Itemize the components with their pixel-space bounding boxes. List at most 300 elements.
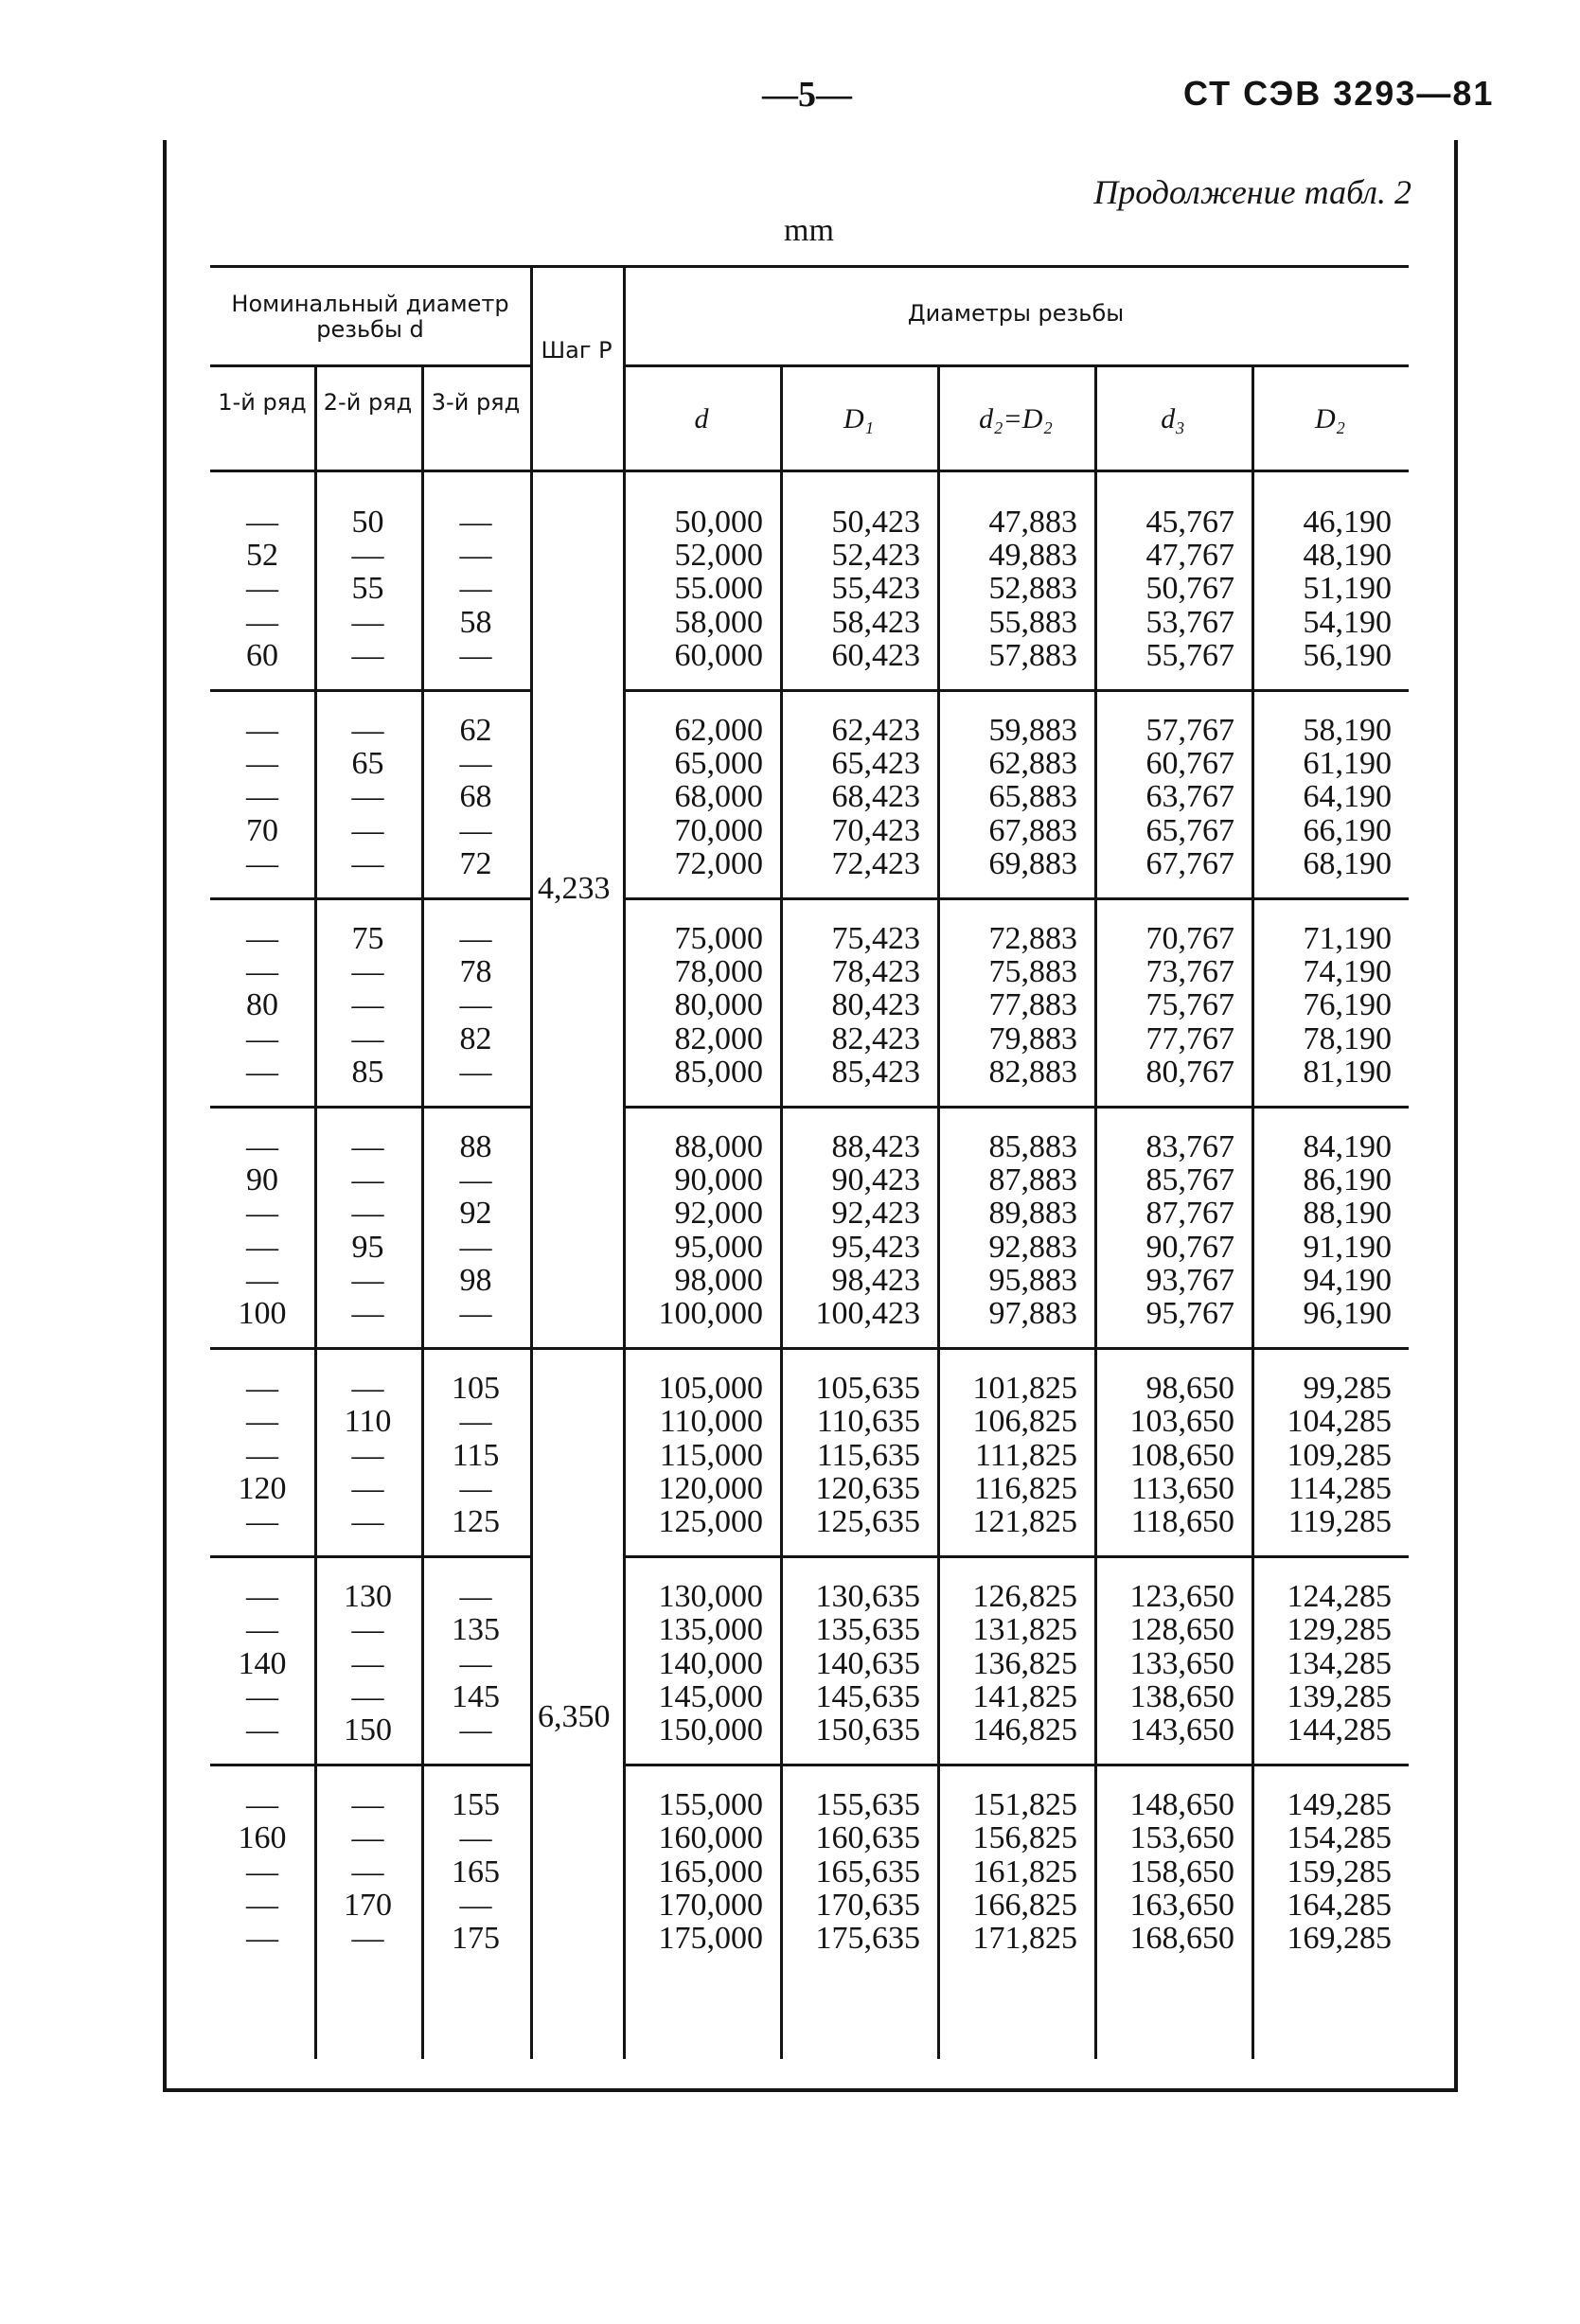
diameter-D1-cell: 135,635 (815, 1612, 920, 1648)
diameter-D1-cell: 160,635 (815, 1820, 920, 1856)
diameter-D1-cell: 90,423 (831, 1162, 920, 1198)
nominal-row1-cell: — (246, 713, 278, 748)
nominal-row3-cell: 175 (452, 1921, 500, 1956)
diameter-d-cell: 75,000 (674, 921, 763, 956)
diameter-d-cell: 170,000 (658, 1887, 763, 1923)
diameter-d3-cell: 85,767 (1145, 1162, 1234, 1198)
nominal-row3-cell: 82 (459, 1020, 492, 1056)
nominal-row2-cell: — (351, 954, 384, 990)
nominal-row2-cell: — (351, 1645, 384, 1681)
nominal-row2-cell: — (351, 713, 384, 748)
diameter-D1-cell: 115,635 (816, 1437, 920, 1473)
diameter-d-cell: 98,000 (674, 1262, 763, 1298)
diameter-d3-cell: 70,767 (1145, 921, 1234, 956)
diameter-d3-cell: 123,650 (1129, 1579, 1234, 1615)
diameter-d3-cell: 55,767 (1145, 637, 1234, 673)
diameter-D2-cell: 84,190 (1303, 1129, 1392, 1164)
nominal-row1-cell: 60 (246, 637, 278, 673)
diameter-D1-cell: 72,423 (831, 845, 920, 881)
group-divider-diameters (623, 689, 1409, 692)
diameter-D2-cell: 64,190 (1303, 779, 1392, 815)
diameter-D1-cell: 62,423 (831, 713, 920, 748)
diameter-D1-cell: 65,423 (831, 746, 920, 782)
diameter-D2-cell: 86,190 (1303, 1162, 1392, 1198)
header-d2-D2: d₂=D₂ (979, 403, 1053, 435)
diameter-d3-cell: 57,767 (1145, 713, 1234, 748)
group-divider-nominal (210, 897, 530, 900)
diameter-d-cell: 120,000 (658, 1470, 763, 1506)
nominal-row2-cell: — (351, 1787, 384, 1823)
group-divider-nominal (210, 1555, 530, 1558)
diameter-D1-cell: 75,423 (831, 921, 920, 956)
diameter-D2-cell: 124,285 (1287, 1579, 1392, 1615)
diameter-d3-cell: 45,767 (1145, 505, 1234, 540)
diameter-D2-cell: 109,285 (1287, 1437, 1392, 1473)
diameter-D1-cell: 140,635 (815, 1645, 920, 1681)
diameter-d3-cell: 168,650 (1129, 1921, 1234, 1956)
diameter-D1-cell: 165,635 (815, 1854, 920, 1889)
nominal-row1-cell: — (246, 845, 278, 881)
diameter-d2-cell: 69,883 (988, 845, 1077, 881)
diameter-d2-cell: 89,883 (988, 1196, 1077, 1232)
nominal-row3-cell: 115 (452, 1437, 500, 1473)
diameter-d3-cell: 73,767 (1145, 954, 1234, 990)
diameter-d3-cell: 75,767 (1145, 987, 1234, 1023)
unit-label: mm (784, 213, 834, 248)
diameter-d2-cell: 49,883 (988, 538, 1077, 574)
header-row-3: 3-й ряд (431, 389, 521, 416)
diameter-d2-cell: 52,883 (988, 571, 1077, 607)
nominal-row2-cell: — (351, 1162, 384, 1198)
nominal-row3-cell: 58 (459, 604, 492, 640)
diameter-D1-cell: 105,635 (815, 1371, 920, 1407)
nominal-row1-cell: 100 (238, 1296, 287, 1331)
diameter-d-cell: 65,000 (674, 746, 763, 782)
nominal-row3-cell: — (459, 1470, 492, 1506)
diameter-D1-cell: 145,635 (815, 1678, 920, 1714)
header-D1: D₁ (843, 403, 875, 435)
nominal-row1-cell: — (246, 604, 278, 640)
nominal-row1-cell: — (246, 1887, 278, 1923)
diameter-d3-cell: 63,767 (1145, 779, 1234, 815)
table-caption: Продолжение табл. 2 (1093, 173, 1411, 211)
diameter-D1-cell: 120,635 (815, 1470, 920, 1506)
diameter-D1-cell: 170,635 (815, 1887, 920, 1923)
diameter-d-cell: 105,000 (658, 1371, 763, 1407)
diameter-D2-cell: 114,285 (1287, 1470, 1392, 1506)
nominal-row1-cell: — (246, 1054, 278, 1090)
nominal-row3-cell: 135 (452, 1612, 500, 1648)
diameter-D2-cell: 169,285 (1287, 1921, 1392, 1956)
nominal-row3-cell: — (459, 1645, 492, 1681)
diameter-d2-cell: 67,883 (988, 812, 1077, 848)
diameter-d3-cell: 128,650 (1129, 1612, 1234, 1648)
nominal-row1-cell: 160 (238, 1820, 287, 1856)
diameter-D2-cell: 88,190 (1303, 1196, 1392, 1232)
nominal-row2-cell: 110 (344, 1404, 392, 1440)
nominal-row1-cell: 52 (246, 538, 278, 574)
diameter-d2-cell: 171,825 (972, 1921, 1077, 1956)
group-divider-diameters (623, 897, 1409, 900)
col-sep-nominal-left (530, 265, 533, 2059)
nominal-row3-cell: 88 (459, 1129, 492, 1164)
nominal-row3-cell: — (459, 1229, 492, 1265)
diameter-d-cell: 140,000 (658, 1645, 763, 1681)
nominal-row1-cell: — (246, 779, 278, 815)
header-D2: D₂ (1314, 403, 1346, 435)
diameter-d3-cell: 83,767 (1145, 1129, 1234, 1164)
diameter-d3-cell: 163,650 (1129, 1887, 1234, 1923)
table-header-rule (210, 470, 1409, 472)
diameter-d2-cell: 79,883 (988, 1020, 1077, 1056)
diameter-d2-cell: 106,825 (972, 1404, 1077, 1440)
diameter-d3-cell: 153,650 (1129, 1820, 1234, 1856)
diameter-D2-cell: 48,190 (1303, 538, 1392, 574)
nominal-row3-cell: — (459, 1887, 492, 1923)
nominal-row1-cell: — (246, 1921, 278, 1956)
diameter-d3-cell: 60,767 (1145, 746, 1234, 782)
diameter-D1-cell: 80,423 (831, 987, 920, 1023)
diameter-d2-cell: 126,825 (972, 1579, 1077, 1615)
diameter-d-cell: 92,000 (674, 1196, 763, 1232)
diameter-D2-cell: 68,190 (1303, 845, 1392, 881)
diameter-d-cell: 155,000 (658, 1787, 763, 1823)
diameter-d2-cell: 85,883 (988, 1129, 1077, 1164)
diameter-D2-cell: 51,190 (1303, 571, 1392, 607)
diameter-d2-cell: 57,883 (988, 637, 1077, 673)
diameter-D1-cell: 82,423 (831, 1020, 920, 1056)
nominal-row3-cell: 78 (459, 954, 492, 990)
nominal-row1-cell: — (246, 571, 278, 607)
diameter-d3-cell: 53,767 (1145, 604, 1234, 640)
nominal-row3-cell: — (459, 746, 492, 782)
diameter-d3-cell: 113,650 (1130, 1470, 1234, 1506)
diameter-D1-cell: 175,635 (815, 1921, 920, 1956)
nominal-row1-cell: — (246, 505, 278, 540)
nominal-row1-cell: — (246, 1404, 278, 1440)
nominal-row2-cell: — (351, 1262, 384, 1298)
nominal-row2-cell: — (351, 1371, 384, 1407)
nominal-row3-cell: — (459, 1054, 492, 1090)
diameter-d3-cell: 95,767 (1145, 1296, 1234, 1331)
diameter-D1-cell: 130,635 (815, 1579, 920, 1615)
diameter-D2-cell: 61,190 (1303, 746, 1392, 782)
nominal-row2-cell: — (351, 637, 384, 673)
diameter-D1-cell: 60,423 (831, 637, 920, 673)
diameter-d2-cell: 55,883 (988, 604, 1077, 640)
nominal-row1-cell: — (246, 1437, 278, 1473)
diameter-d2-cell: 136,825 (972, 1645, 1077, 1681)
diameter-D1-cell: 70,423 (831, 812, 920, 848)
group-divider-nominal (210, 1347, 530, 1350)
diameter-D2-cell: 46,190 (1303, 505, 1392, 540)
diameter-D2-cell: 149,285 (1287, 1787, 1392, 1823)
nominal-row2-cell: 85 (351, 1054, 384, 1090)
nominal-row3-cell: 145 (452, 1678, 500, 1714)
diameter-d2-cell: 75,883 (988, 954, 1077, 990)
nominal-row2-cell: — (351, 845, 384, 881)
nominal-row3-cell: — (459, 1712, 492, 1747)
diameter-d2-cell: 77,883 (988, 987, 1077, 1023)
nominal-row1-cell: 80 (246, 987, 278, 1023)
nominal-row2-cell: — (351, 1437, 384, 1473)
diameter-d2-cell: 166,825 (972, 1887, 1077, 1923)
diameter-D2-cell: 81,190 (1303, 1054, 1392, 1090)
pitch-value: 4,233 (538, 871, 611, 906)
diameter-d3-cell: 90,767 (1145, 1229, 1234, 1265)
diameter-d-cell: 175,000 (658, 1921, 763, 1956)
diameter-D2-cell: 134,285 (1287, 1645, 1392, 1681)
diameter-d2-cell: 62,883 (988, 746, 1077, 782)
diameter-d-cell: 60,000 (674, 637, 763, 673)
diameter-d3-cell: 108,650 (1129, 1437, 1234, 1473)
diameter-d2-cell: 97,883 (988, 1296, 1077, 1331)
diameter-d-cell: 130,000 (658, 1579, 763, 1615)
nominal-row1-cell: — (246, 1579, 278, 1615)
table-top-rule (210, 265, 1409, 268)
diameter-d2-cell: 92,883 (988, 1229, 1077, 1265)
diameter-D2-cell: 144,285 (1287, 1712, 1392, 1747)
diameter-D2-cell: 78,190 (1303, 1020, 1392, 1056)
nominal-row3-cell: 98 (459, 1262, 492, 1298)
nominal-row1-cell: — (246, 1262, 278, 1298)
nominal-row1-cell: 70 (246, 812, 278, 848)
nominal-row3-cell: 155 (452, 1787, 500, 1823)
diameter-D2-cell: 96,190 (1303, 1296, 1392, 1331)
diameter-d3-cell: 87,767 (1145, 1196, 1234, 1232)
diameter-d-cell: 88,000 (674, 1129, 763, 1164)
diameter-d-cell: 115,000 (659, 1437, 763, 1473)
nominal-row1-cell: — (246, 746, 278, 782)
nominal-row2-cell: 55 (351, 571, 384, 607)
pitch-divider (530, 1347, 623, 1350)
group-divider-nominal (210, 1106, 530, 1109)
nominal-row2-cell: — (351, 1296, 384, 1331)
diameter-D1-cell: 50,423 (831, 505, 920, 540)
diameter-D1-cell: 125,635 (815, 1504, 920, 1539)
nominal-row1-cell: — (246, 1196, 278, 1232)
nominal-row3-cell: 165 (452, 1854, 500, 1889)
diameter-d2-cell: 59,883 (988, 713, 1077, 748)
diameter-d3-cell: 98,650 (1145, 1371, 1234, 1407)
diameter-d2-cell: 72,883 (988, 921, 1077, 956)
diameter-D1-cell: 52,423 (831, 538, 920, 574)
nominal-row3-cell: — (459, 1820, 492, 1856)
diameter-D2-cell: 99,285 (1303, 1371, 1392, 1407)
nominal-row1-cell: — (246, 954, 278, 990)
diameter-d2-cell: 82,883 (988, 1054, 1077, 1090)
group-divider-diameters (623, 1764, 1409, 1766)
diameter-D2-cell: 139,285 (1287, 1678, 1392, 1714)
diameter-D1-cell: 55,423 (831, 571, 920, 607)
diameter-d2-cell: 131,825 (972, 1612, 1077, 1648)
nominal-row1-cell: — (246, 1229, 278, 1265)
nominal-row2-cell: 130 (344, 1579, 392, 1615)
nominal-row2-cell: — (351, 604, 384, 640)
header-pitch: Шаг P (541, 337, 612, 364)
diameter-d-cell: 165,000 (658, 1854, 763, 1889)
diameter-d-cell: 80,000 (674, 987, 763, 1023)
nominal-row2-cell: — (351, 1921, 384, 1956)
diameter-D2-cell: 94,190 (1303, 1262, 1392, 1298)
page-number: —5— (762, 75, 852, 115)
group-divider-nominal (210, 1764, 530, 1766)
nominal-row3-cell: — (459, 1404, 492, 1440)
diameter-d3-cell: 143,650 (1129, 1712, 1234, 1747)
nominal-row3-cell: 92 (459, 1196, 492, 1232)
diameter-D2-cell: 76,190 (1303, 987, 1392, 1023)
diameter-d3-cell: 133,650 (1129, 1645, 1234, 1681)
diameter-D1-cell: 100,423 (815, 1296, 920, 1331)
diameter-d-cell: 58,000 (674, 604, 763, 640)
diameter-d-cell: 95,000 (674, 1229, 763, 1265)
nominal-row2-cell: — (351, 812, 384, 848)
diameter-D1-cell: 85,423 (831, 1054, 920, 1090)
diameter-d-cell: 135,000 (658, 1612, 763, 1648)
diameter-d2-cell: 141,825 (972, 1678, 1077, 1714)
diameter-d-cell: 100,000 (658, 1296, 763, 1331)
nominal-row2-cell: 95 (351, 1229, 384, 1265)
diameter-d-cell: 82,000 (674, 1020, 763, 1056)
nominal-row3-cell: 125 (452, 1504, 500, 1539)
nominal-row2-cell: 65 (351, 746, 384, 782)
nominal-row1-cell: — (246, 1504, 278, 1539)
nominal-row3-cell: — (459, 1579, 492, 1615)
diameter-D1-cell: 88,423 (831, 1129, 920, 1164)
diameter-D1-cell: 155,635 (815, 1787, 920, 1823)
diameter-D2-cell: 159,285 (1287, 1854, 1392, 1889)
diameter-D1-cell: 78,423 (831, 954, 920, 990)
nominal-row2-cell: — (351, 1196, 384, 1232)
header-d: d (694, 403, 709, 435)
group-divider-nominal (210, 689, 530, 692)
diameter-d2-cell: 146,825 (972, 1712, 1077, 1747)
diameter-d3-cell: 67,767 (1145, 845, 1234, 881)
header-row-2: 2-й ряд (323, 389, 413, 416)
diameter-d3-cell: 158,650 (1129, 1854, 1234, 1889)
nominal-row3-cell: — (459, 637, 492, 673)
diameter-d3-cell: 65,767 (1145, 812, 1234, 848)
diameter-D2-cell: 54,190 (1303, 604, 1392, 640)
diameter-d2-cell: 156,825 (972, 1820, 1077, 1856)
diameter-d-cell: 72,000 (674, 845, 763, 881)
diameter-d-cell: 62,000 (674, 713, 763, 748)
diameter-D2-cell: 71,190 (1303, 921, 1392, 956)
diameter-d-cell: 125,000 (658, 1504, 763, 1539)
diameter-d-cell: 110,000 (659, 1404, 763, 1440)
nominal-row2-cell: 150 (344, 1712, 392, 1747)
nominal-row1-cell: — (246, 1712, 278, 1747)
diameter-D2-cell: 74,190 (1303, 954, 1392, 990)
nominal-row3-cell: — (459, 1162, 492, 1198)
diameter-D2-cell: 56,190 (1303, 637, 1392, 673)
diameter-d2-cell: 101,825 (972, 1371, 1077, 1407)
nominal-row1-cell: 120 (238, 1470, 287, 1506)
nominal-row3-cell: 62 (459, 713, 492, 748)
group-divider-diameters (623, 1555, 1409, 1558)
nominal-row2-cell: — (351, 1020, 384, 1056)
diameter-D2-cell: 104,285 (1287, 1404, 1392, 1440)
diameter-d2-cell: 47,883 (988, 505, 1077, 540)
nominal-row1-cell: — (246, 1371, 278, 1407)
diameters-subrule (623, 364, 1409, 367)
nominal-row2-cell: 170 (344, 1887, 392, 1923)
diameter-d-cell: 145,000 (658, 1678, 763, 1714)
nominal-row1-cell: 140 (238, 1645, 287, 1681)
nominal-row3-cell: 68 (459, 779, 492, 815)
diameter-D1-cell: 58,423 (831, 604, 920, 640)
nominal-row3-cell: — (459, 812, 492, 848)
nominal-row2-cell: 75 (351, 921, 384, 956)
nominal-row1-cell: 90 (246, 1162, 278, 1198)
diameter-d-cell: 68,000 (674, 779, 763, 815)
diameter-D2-cell: 154,285 (1287, 1820, 1392, 1856)
diameter-d3-cell: 138,650 (1129, 1678, 1234, 1714)
diameter-D1-cell: 98,423 (831, 1262, 920, 1298)
diameter-d3-cell: 80,767 (1145, 1054, 1234, 1090)
nominal-row3-cell: — (459, 987, 492, 1023)
group-divider-diameters (623, 1106, 1409, 1109)
nominal-row2-cell: — (351, 1470, 384, 1506)
nominal-row3-cell: — (459, 921, 492, 956)
diameter-D1-cell: 92,423 (831, 1196, 920, 1232)
nominal-row2-cell: 50 (351, 505, 384, 540)
nominal-row2-cell: — (351, 1612, 384, 1648)
diameter-d-cell: 70,000 (674, 812, 763, 848)
diameter-D2-cell: 91,190 (1303, 1229, 1392, 1265)
header-thread-diameters: Диаметры резьбы (907, 300, 1125, 327)
nominal-row3-cell: — (459, 505, 492, 540)
header-nominal-diameter: Номинальный диаметр резьбы d (231, 291, 509, 343)
nominal-row1-cell: — (246, 1020, 278, 1056)
diameter-d-cell: 78,000 (674, 954, 763, 990)
diameter-D1-cell: 95,423 (831, 1229, 920, 1265)
pitch-value: 6,350 (538, 1699, 611, 1734)
nominal-row3-cell: — (459, 1296, 492, 1331)
standard-code: СТ СЭВ 3293—81 (1183, 74, 1495, 113)
diameter-d-cell: 160,000 (658, 1820, 763, 1856)
diameter-d2-cell: 87,883 (988, 1162, 1077, 1198)
diameter-d2-cell: 111,825 (975, 1437, 1077, 1473)
nominal-row2-cell: — (351, 538, 384, 574)
nominal-row3-cell: 72 (459, 845, 492, 881)
nominal-row1-cell: — (246, 1129, 278, 1164)
nominal-row3-cell: — (459, 571, 492, 607)
diameter-d3-cell: 50,767 (1145, 571, 1234, 607)
diameter-d2-cell: 121,825 (972, 1504, 1077, 1539)
nominal-row2-cell: — (351, 1129, 384, 1164)
diameter-d-cell: 90,000 (674, 1162, 763, 1198)
nominal-row1-cell: — (246, 1787, 278, 1823)
nominal-row1-cell: — (246, 1854, 278, 1889)
diameter-D1-cell: 68,423 (831, 779, 920, 815)
diameter-d-cell: 50,000 (674, 505, 763, 540)
diameter-d-cell: 150,000 (658, 1712, 763, 1747)
diameter-d-cell: 85,000 (674, 1054, 763, 1090)
header-row-1: 1-й ряд (218, 389, 307, 416)
nominal-row3-cell: — (459, 538, 492, 574)
nominal-row2-cell: — (351, 987, 384, 1023)
diameter-d2-cell: 116,825 (973, 1470, 1077, 1506)
group-divider-diameters (623, 1347, 1409, 1350)
nominal-subrule (210, 364, 530, 367)
nominal-row1-cell: — (246, 1612, 278, 1648)
nominal-row3-cell: 105 (452, 1371, 500, 1407)
diameter-D1-cell: 110,635 (816, 1404, 920, 1440)
header-d3: d₃ (1161, 403, 1185, 435)
diameter-D2-cell: 119,285 (1287, 1504, 1392, 1539)
diameter-d3-cell: 148,650 (1129, 1787, 1234, 1823)
